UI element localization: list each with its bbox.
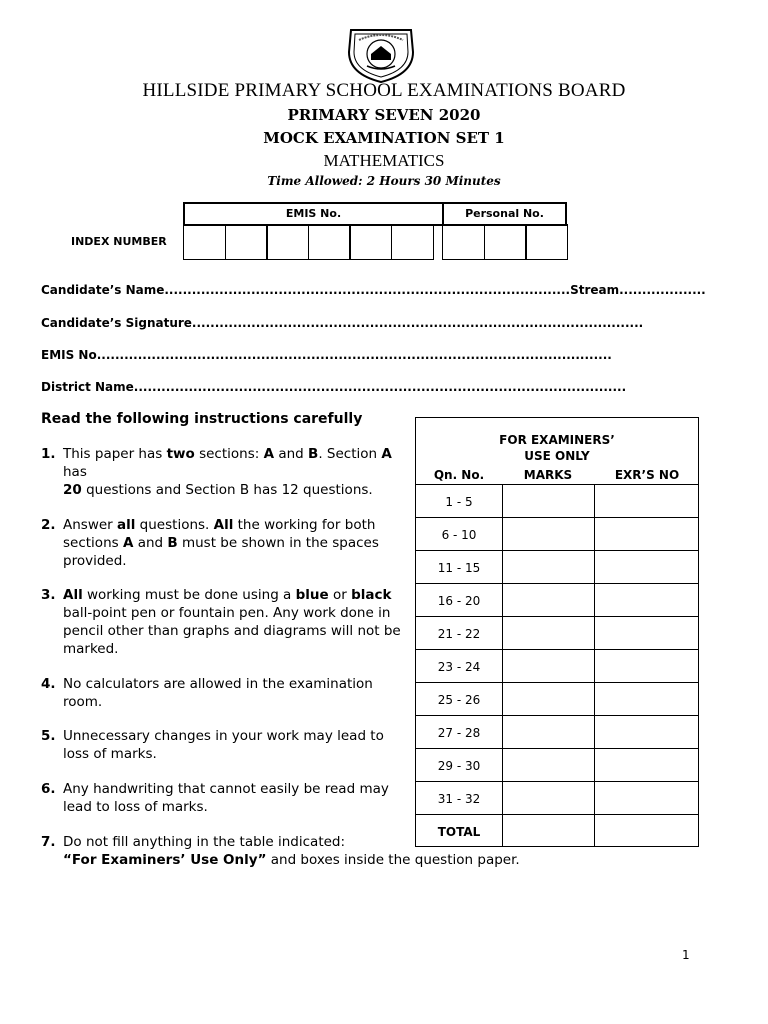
instruction-3: 3. All working must be done using a blue or black ball-point pen or fountain pen. Any work done in pencil other than graphs and diagrams will not be marked.	[41, 587, 401, 657]
total-row	[416, 814, 698, 848]
question-range: 25 - 26	[437, 693, 481, 707]
personal-digit-box[interactable]	[442, 224, 485, 260]
table-row	[416, 484, 698, 518]
emis-digit-box[interactable]	[308, 224, 351, 260]
question-range: 21 - 22	[437, 627, 481, 641]
instruction-5: 5. Unnecessary changes in your work may lead to loss of marks.	[41, 728, 384, 762]
question-range: 11 - 15	[437, 561, 481, 575]
table-row	[416, 748, 698, 782]
emis-header: EMIS No.	[183, 202, 444, 226]
exam-subject: MATHEMATICS	[323, 151, 445, 170]
instruction-2: 2. Answer all questions. All the working for both sections A and B must be shown in the spaces provided.	[41, 517, 379, 569]
emis-number-field[interactable]: EMIS No.................................................................................................................	[41, 348, 612, 362]
question-range: 29 - 30	[437, 759, 481, 773]
instruction-1: 1. This paper has two sections: A and B. Section A has 20 questions and Section B has 12 questions.	[41, 446, 392, 498]
table-row	[416, 583, 698, 617]
table-row	[416, 517, 698, 551]
board-title: HILLSIDE PRIMARY SCHOOL EXAMINATIONS BOARD	[142, 80, 626, 101]
question-range: 16 - 20	[437, 594, 481, 608]
col-header-qn: Qn. No.	[433, 468, 485, 482]
personal-digit-box[interactable]	[484, 224, 527, 260]
examiners-table-title: FOR EXAMINERS’ USE ONLY	[499, 433, 615, 463]
page-number: 1	[682, 948, 690, 962]
time-allowed: Time Allowed: 2 Hours 30 Minutes	[267, 174, 501, 188]
table-row	[416, 781, 698, 815]
candidate-signature-field[interactable]: Candidate’s Signature...................................................................................................	[41, 316, 644, 330]
emis-digit-box[interactable]	[225, 224, 268, 260]
table-row	[416, 715, 698, 749]
index-number-label: INDEX NUMBER	[71, 235, 167, 248]
question-range: 31 - 32	[437, 792, 481, 806]
emis-digit-box[interactable]	[183, 224, 226, 260]
candidate-name-field[interactable]: Candidate’s Name.........................................................................................Stream...................	[41, 283, 706, 297]
question-range: 6 - 10	[441, 528, 477, 542]
table-row	[416, 682, 698, 716]
index-number-grid	[183, 202, 567, 260]
district-name-field[interactable]: District Name............................................................................................................	[41, 380, 627, 394]
instruction-6: 6. Any handwriting that cannot easily be read may lead to loss of marks.	[41, 781, 389, 815]
instructions-title: Read the following instructions carefully	[41, 411, 363, 427]
col-header-exr: EXR’S NO	[614, 468, 680, 482]
personal-digit-box[interactable]	[525, 224, 568, 260]
table-row	[416, 616, 698, 650]
emis-digit-box[interactable]	[349, 224, 392, 260]
instruction-7: 7. Do not fill anything in the table indicated: “For Examiners’ Use Only” and boxes inside the question paper.	[41, 834, 520, 868]
school-crest-logo	[343, 28, 419, 84]
exam-set: MOCK EXAMINATION SET 1	[263, 129, 505, 147]
emis-digit-box[interactable]	[391, 224, 434, 260]
col-header-marks: MARKS	[523, 468, 573, 482]
examiners-table	[415, 417, 699, 847]
exam-level: PRIMARY SEVEN 2020	[287, 106, 481, 124]
table-row	[416, 550, 698, 584]
question-range: TOTAL	[437, 825, 481, 839]
question-range: 1 - 5	[445, 495, 473, 509]
table-row	[416, 649, 698, 683]
question-range: 27 - 28	[437, 726, 481, 740]
instruction-4: 4. No calculators are allowed in the examination room.	[41, 676, 373, 710]
personal-number-header: Personal No.	[442, 202, 567, 226]
emis-digit-box[interactable]	[266, 224, 309, 260]
question-range: 23 - 24	[437, 660, 481, 674]
